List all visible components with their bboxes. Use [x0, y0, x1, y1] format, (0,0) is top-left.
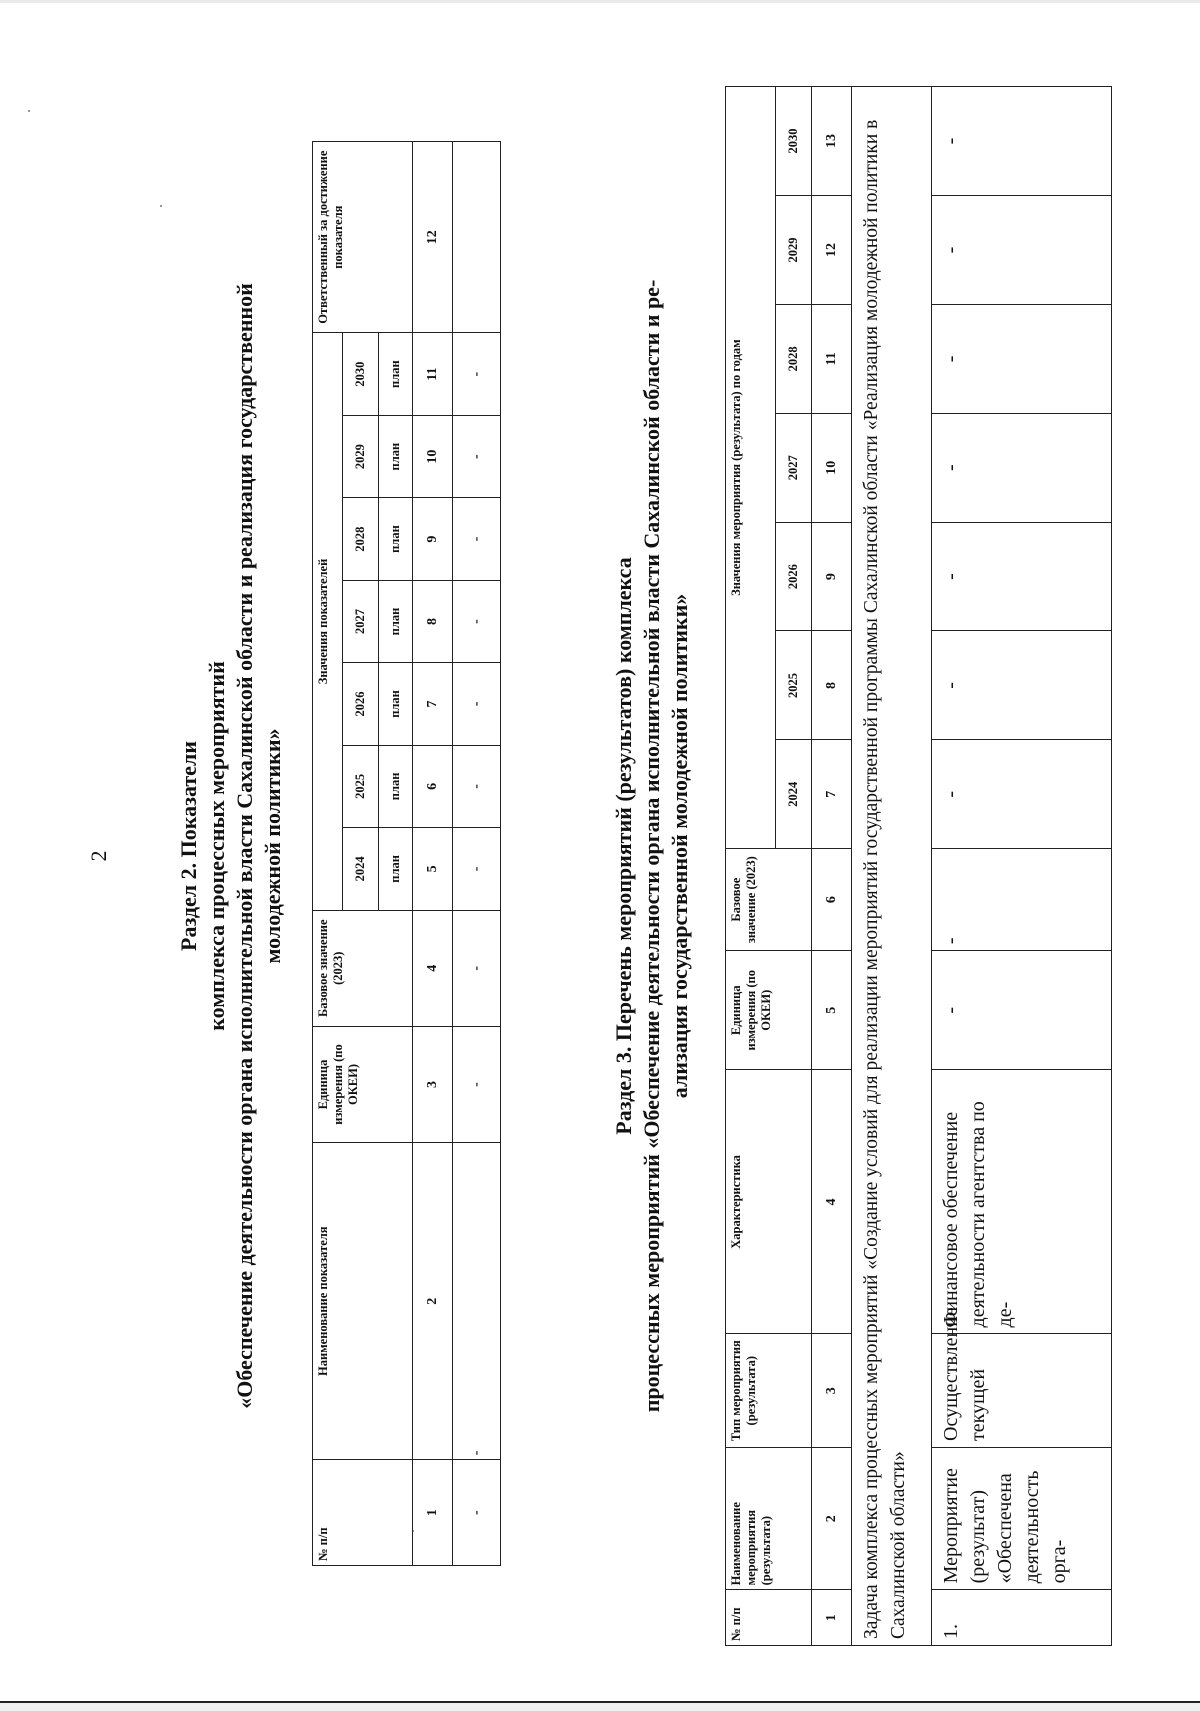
row1-year-value: -: [932, 631, 1112, 740]
empty-cell: -: [453, 828, 501, 910]
column-number-cell: 12: [812, 196, 852, 305]
row1-num: 1.: [932, 1590, 1112, 1646]
row1-base-value: -: [932, 849, 1112, 951]
column-number-cell: 11: [812, 304, 852, 413]
row1-year-value: -: [932, 413, 1112, 522]
header-values-by-year: Значения мероприятия (результата) по годам: [726, 87, 776, 849]
section3-title-line: Раздел 3. Перечень мероприятий (результатов) комплекса: [611, 557, 636, 1135]
header-year: 2030: [343, 333, 379, 415]
header-unit: Единица измерения (по ОКЕИ): [726, 951, 812, 1070]
section2-title-line: «Обеспечение деятельности органа исполнительной власти Сахалинской области и реализация государственной: [232, 283, 257, 1409]
header-year: 2025: [343, 745, 379, 827]
column-number-cell: 12: [413, 142, 453, 333]
row1-activity-name: Мероприятие (результат) «Обеспечена деятельность орга-: [932, 1447, 1112, 1589]
header-year: 2030: [776, 87, 812, 196]
column-number-cell: 2: [812, 1447, 852, 1589]
row1-year-value: -: [932, 196, 1112, 305]
section2-title-line: молодежной политики»: [260, 728, 285, 964]
header-plan: план: [379, 415, 413, 497]
column-number-cell: 9: [413, 498, 453, 580]
page-number: 2: [86, 850, 111, 862]
row1-unit: -: [932, 951, 1112, 1070]
column-number-cell: 1: [812, 1590, 852, 1646]
header-plan: план: [379, 580, 413, 662]
header-year: 2028: [776, 304, 812, 413]
header-plan: план: [379, 663, 413, 745]
section3-title-line: процессных мероприятий «Обеспечение деятельности органа исполнительной власти Сахалинской области и ре-: [639, 279, 664, 1413]
empty-cell: -: [453, 1460, 501, 1566]
row1-characteristic: Финансовое обеспечение деятельности агентства по де-: [932, 1070, 1112, 1334]
row1-year-value: -: [932, 304, 1112, 413]
header-num: № п/п: [313, 1460, 413, 1566]
section2-title-line: комплекса процессных мероприятий: [204, 661, 229, 1031]
column-number-cell: 1: [413, 1460, 453, 1566]
column-number-cell: 13: [812, 87, 852, 196]
row1-year-value: -: [932, 87, 1112, 196]
empty-cell: -: [453, 663, 501, 745]
empty-cell: -: [453, 1143, 501, 1460]
column-number-cell: 9: [812, 522, 852, 631]
column-number-cell: 6: [812, 849, 852, 951]
column-number-cell: 5: [812, 951, 852, 1070]
header-base-value: Базовое значение (2023): [313, 910, 413, 1026]
column-number-cell: 7: [413, 663, 453, 745]
header-values: Значения показателей: [313, 333, 343, 910]
empty-cell: -: [453, 415, 501, 497]
column-number-cell: 11: [413, 333, 453, 415]
row1-year-value: -: [932, 740, 1112, 849]
header-year: 2025: [776, 631, 812, 740]
header-characteristic: Характеристика: [726, 1070, 812, 1334]
header-year: 2024: [343, 828, 379, 910]
header-indicator-name: Наименование показателя: [313, 1143, 413, 1460]
section3-title-line: ализация государственной молодежной политики»: [667, 593, 692, 1099]
section2-title-line: Раздел 2. Показатели: [176, 741, 201, 951]
column-number-cell: 8: [413, 580, 453, 662]
task-row: Задача комплекса процессных мероприятий «Создание условий для реализации мероприятий государственной программы Сахалинской области «Реализация молодежной политики в Сахалинской области»: [852, 87, 932, 1646]
column-number-cell: 6: [413, 745, 453, 827]
header-year: 2029: [343, 415, 379, 497]
empty-cell: -: [453, 580, 501, 662]
row1-activity-type: Осуществление текущей: [932, 1334, 1112, 1448]
header-year: 2026: [776, 522, 812, 631]
column-number-cell: 10: [812, 413, 852, 522]
header-plan: план: [379, 498, 413, 580]
section3-title: [610, 96, 694, 1596]
header-year: 2026: [343, 663, 379, 745]
indicators-table: [312, 141, 501, 1566]
row1-year-value: -: [932, 522, 1112, 631]
column-number-cell: 5: [413, 828, 453, 910]
column-number-cell: 10: [413, 415, 453, 497]
header-year: 2028: [343, 498, 379, 580]
header-plan: план: [379, 828, 413, 910]
header-year: 2029: [776, 196, 812, 305]
section2-title: [175, 96, 287, 1596]
column-number-cell: 4: [413, 910, 453, 1026]
header-year: 2024: [776, 740, 812, 849]
column-number-cell: 3: [413, 1026, 453, 1142]
header-plan: план: [379, 333, 413, 415]
header-base-value: Базовое значение (2023): [726, 849, 812, 951]
empty-cell: [453, 142, 501, 333]
header-plan: план: [379, 745, 413, 827]
header-activity-name: Наименование мероприятия (результата): [726, 1447, 812, 1589]
header-responsible: Ответственный за достижение показателя: [313, 142, 413, 333]
header-year: 2027: [343, 580, 379, 662]
header-activity-type: Тип мероприятия (результата): [726, 1334, 812, 1448]
header-year: 2027: [776, 413, 812, 522]
empty-cell: -: [453, 745, 501, 827]
column-number-cell: 7: [812, 740, 852, 849]
column-number-cell: 2: [413, 1143, 453, 1460]
activities-table: [725, 86, 1112, 1646]
empty-cell: -: [453, 1026, 501, 1142]
empty-cell: -: [453, 498, 501, 580]
column-number-cell: 4: [812, 1070, 852, 1334]
column-number-cell: 8: [812, 631, 852, 740]
header-unit: Единица измерения (по ОКЕИ): [313, 1026, 413, 1142]
column-number-cell: 3: [812, 1334, 852, 1448]
empty-cell: -: [453, 333, 501, 415]
header-num: № п/п: [726, 1590, 812, 1646]
empty-cell: -: [453, 910, 501, 1026]
